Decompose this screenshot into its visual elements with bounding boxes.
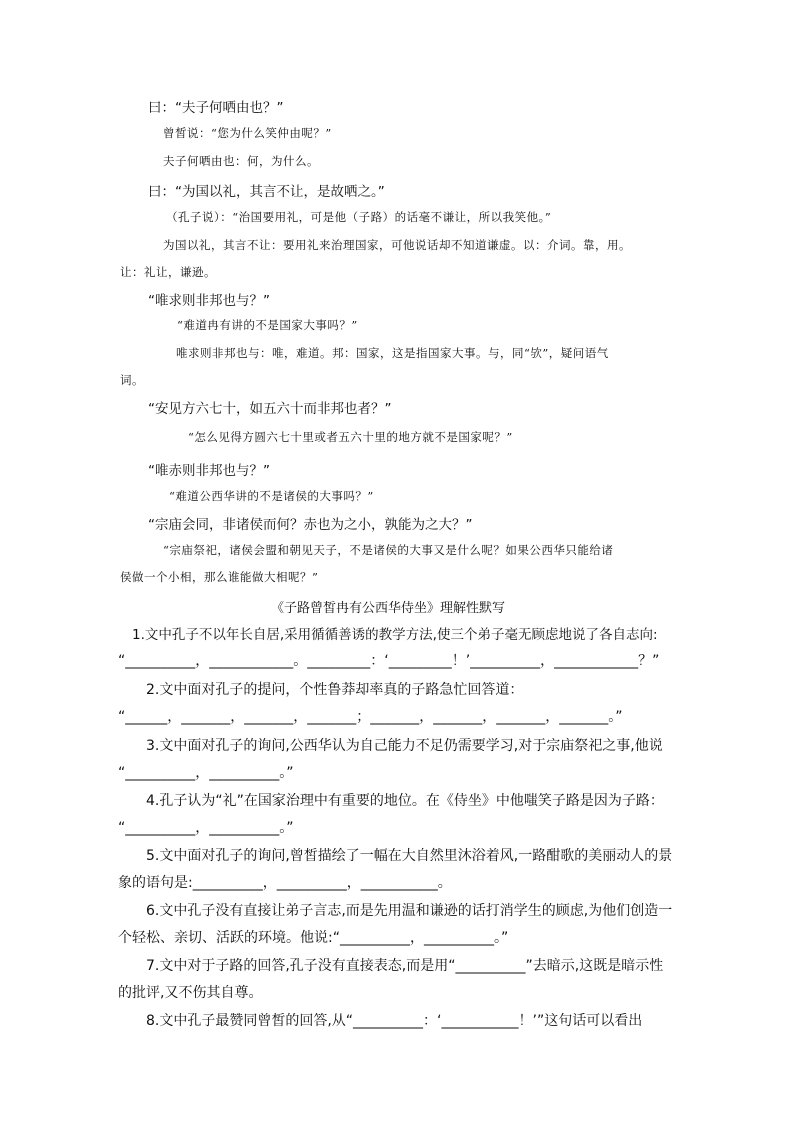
note-translation-line: “怎么见得方圆六七十里或者五六十里的地方就不是国家呢？”: [188, 430, 513, 444]
section-title: 《子路曾皙冉有公西华侍坐》理解性默写: [271, 601, 506, 616]
question-3-blanks: “__________，__________。”: [118, 765, 294, 781]
note-original-line: 曰：“为国以礼，其言不让，是故哂之。”: [148, 184, 385, 200]
note-original-line: “唯求则非邦也与？”: [148, 293, 270, 309]
note-original-line: “宗庙会同，非诸侯而何？赤也为之小，孰能为之大？”: [148, 517, 473, 533]
note-translation-line: 侯做一个小相，那么谁能做大相呢？”: [120, 570, 319, 584]
note-translation-line: “宗庙祭祀，诸侯会盟和朝见天子，不是诸侯的大事又是什么呢？如果公西华只能给诸: [163, 543, 614, 557]
note-annotation-line: 夫子何哂由也：何，为什么。: [163, 154, 319, 168]
note-translation-line: “难道公西华讲的不是诸侯的大事吗？”: [169, 489, 374, 503]
note-annotation-line: 让：礼让，谦逊。: [120, 265, 216, 279]
note-translation-line: 曾皙说：“您为什么笑仲由呢？”: [163, 126, 332, 140]
question-5-blanks: 象的语句是:__________，__________，___________。: [118, 875, 452, 891]
note-translation-line: “难道冉有讲的不是国家大事吗？”: [177, 318, 358, 332]
note-original-line: “安见方六七十，如五六十而非邦也者？”: [148, 401, 392, 417]
question-7-prompt: 7.文中对于子路的回答,孔子没有直接表态,而是用“__________”去暗示,这既是暗示性: [146, 958, 664, 974]
question-5-prompt: 5.文中面对孔子的询问,曾皙描绘了一幅在大自然里沐浴着风,一路酣歌的美丽动人的景: [146, 848, 673, 864]
question-8-prompt: 8.文中孔子最赞同曾皙的回答,从“__________：‘___________！’”这句话可以看出: [146, 1013, 643, 1029]
note-annotation-line: 词。: [120, 373, 144, 387]
note-translation-line: （孔子说）：“治国要用礼，可是他（子路）的话毫不谦让，所以我笑他。”: [166, 210, 552, 224]
question-2-prompt: 2.文中面对孔子的提问，个性鲁莽却率真的子路急忙回答道：: [146, 682, 524, 698]
note-annotation-line: 为国以礼，其言不让：要用礼来治理国家，可他说话却不知道谦虚。以：介词。靠，用。: [163, 238, 631, 252]
question-4-blanks: “__________，__________。”: [118, 820, 294, 836]
question-6-prompt: 6.文中孔子没有直接让弟子言志,而是先用温和谦逊的话打消学生的顾虑,为他们创造一: [146, 903, 673, 919]
question-3-prompt: 3.文中面对孔子的询问,公西华认为自己能力不足仍需要学习,对于宗庙祭祀之事,他说: [146, 738, 663, 754]
question-4-prompt: 4.孔子认为“礼”在国家治理中有重要的地位。在《侍坐》中他嗤笑子路是因为子路：: [146, 793, 664, 809]
question-1-blanks: “__________，____________。_________：‘_________！’__________，____________？”: [118, 653, 660, 669]
note-original-line: “唯赤则非邦也与？”: [148, 463, 270, 479]
question-2-blanks: “______，_______，_______，_______；_______，_______，_______，_______。”: [118, 709, 623, 725]
note-original-line: 曰：“夫子何哂由也？”: [148, 100, 284, 116]
note-annotation-line: 唯求则非邦也与：唯，难道。邦：国家，这是指国家大事。与，同“欤”，疑问语气: [176, 346, 609, 360]
question-7-continued: 的批评,又不伤其自尊。: [118, 985, 263, 1001]
question-6-blanks: 个轻松、亲切、活跃的环境。他说:“__________，__________。”: [118, 930, 509, 946]
question-1-prompt: 1.文中孔子不以年长自居,采用循循善诱的教学方法,使三个弟子毫无顾虑地说了各自志向:: [132, 627, 658, 643]
